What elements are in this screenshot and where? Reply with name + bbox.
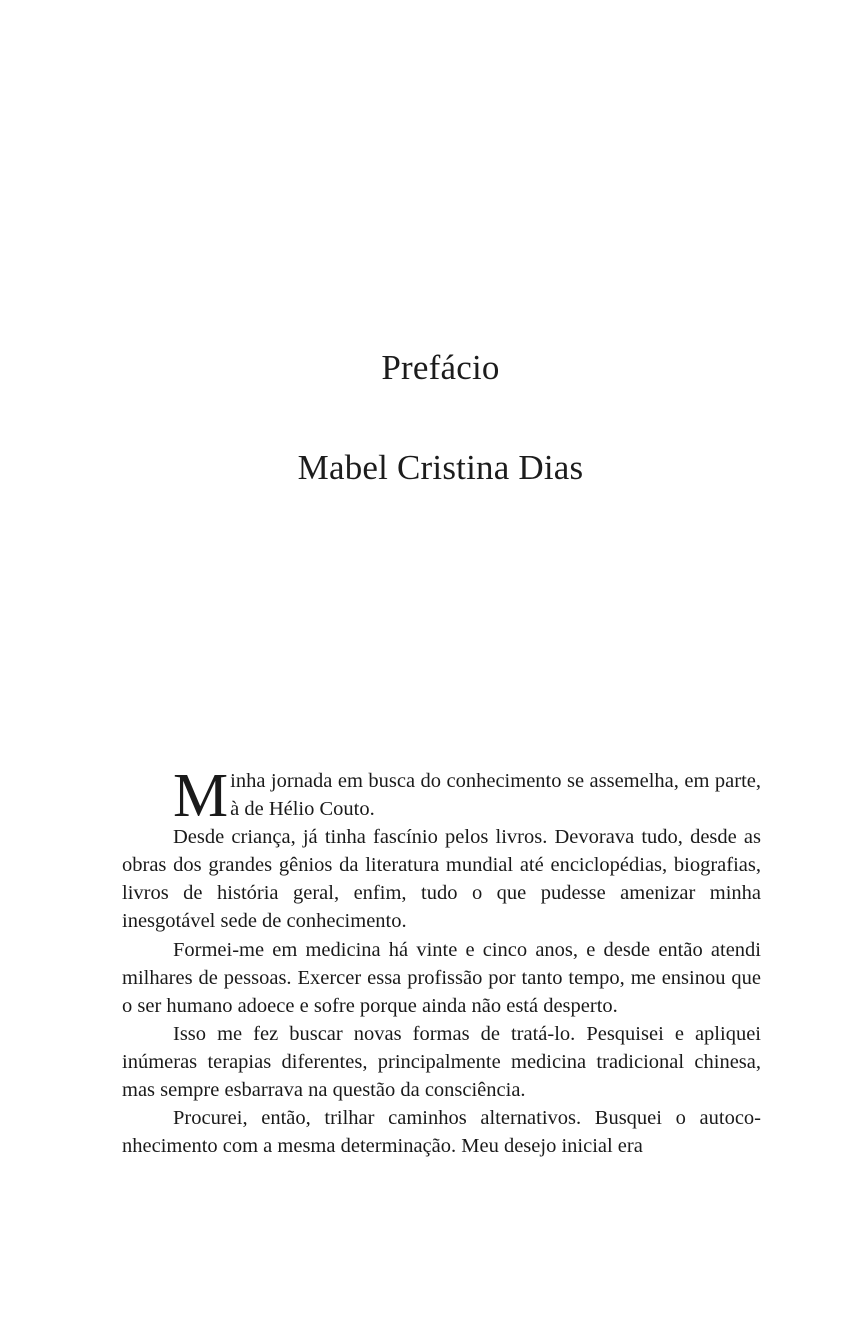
paragraph-5: Procurei, então, trilhar caminhos alternativos. Busquei o autoco-nhecimento com a mesma determinação. Meu desejo inicial era [122, 1107, 761, 1158]
paragraph-1-text: inha jornada em busca do conhecimento se assemelha, em parte, à de Hélio Couto. [230, 770, 761, 821]
preface-body [122, 762, 761, 1160]
paragraph-1 [122, 762, 761, 830]
page-title: Prefácio [381, 348, 500, 387]
drop-cap: M [173, 762, 229, 830]
paragraph-4: Isso me fez buscar novas formas de tratá-lo. Pesquisei e apliquei inúmeras terapias diferentes, principalmente medicina tradicional chinesa, mas sempre esbarrava na questão da consciência. [122, 1022, 761, 1102]
paragraph-2: Desde criança, já tinha fascínio pelos livros. Devorava tudo, desde as obras dos grandes gênios da literatura mundial até enciclopédias, biografias, livros de história geral, enfim, tudo o que pudesse amenizar minha inesgotável sede de conhecimento. [122, 826, 761, 933]
paragraph-3: Formei-me em medicina há vinte e cinco anos, e desde então atendi milhares de pessoas. Exercer essa profissão por tanto tempo, me ensinou que o ser humano adoece e sofre porque ainda não está desperto. [122, 938, 761, 1017]
author-name: Mabel Cristina Dias [297, 448, 584, 487]
